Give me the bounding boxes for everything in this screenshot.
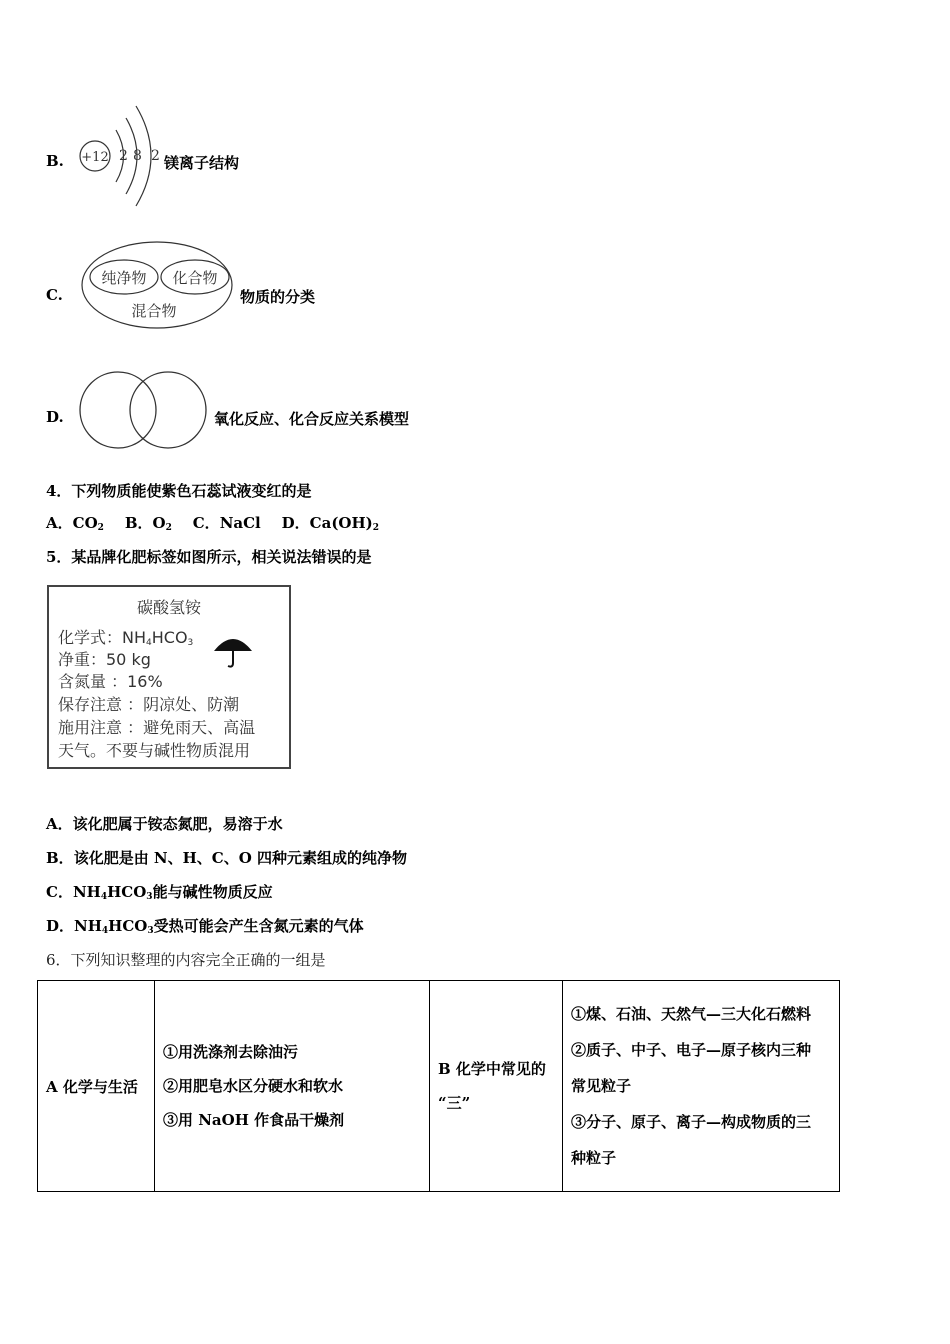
label-usage-2: 天气。不要与碱性物质混用 [58,741,251,760]
magnesium-ion-diagram [76,100,166,210]
b-item-1: ①煤、石油、天然气—三大化石燃料 [571,1005,812,1023]
label-title: 碳酸氢铵 [136,598,201,617]
shell-number-3: 2 [151,148,160,164]
b-item-3-cont: 种粒子 [571,1149,617,1167]
cell-b-title [430,981,563,1192]
inner-right-label: 化合物 [172,269,218,287]
a-item-1: ①用洗涤剂去除油污 [163,1043,299,1061]
matter-classification-diagram [80,240,235,330]
question-4-stem: 4．下列物质能使紫色石蕊试液变红的是 [46,482,312,500]
label-weight: 净重：50 kg [58,650,151,669]
option-d-caption: 氧化反应、化合反应关系模型 [214,410,410,428]
label-storage: 保存注意 ：阴凉处、防潮 [58,695,240,714]
umbrella-icon [212,633,254,669]
option-c-caption: 物质的分类 [240,288,316,306]
a-item-2: ②用肥皂水区分硬水和软水 [163,1077,344,1095]
q4-choice-a: A．$CO_2$ [46,514,104,533]
knowledge-table [37,980,840,1192]
circle-right [130,372,206,448]
option-b-caption: 镁离子结构 [164,154,240,172]
q5-option-d: D．$NH_4HCO_3$受热可能会产生含氮元素的气体 [46,917,364,936]
question-4-choices [46,512,379,533]
cell-a-items [155,981,430,1192]
b-item-3: ③分子、原子、离子—构成物质的三 [571,1113,812,1131]
b-title-line-1: B 化学中常见的 [438,1060,546,1078]
label-formula: 化学式：$NH_4HCO_3$ [58,628,194,648]
option-b-letter: B. [46,152,64,170]
q5-option-a: A．该化肥属于铵态氮肥，易溶于水 [46,815,283,833]
inner-left-label: 纯净物 [101,269,147,287]
label-usage-1: 施用注意 ：避免雨天、高温 [58,718,256,737]
q5-option-b: B．该化肥是由 N、H、C、O 四种元素组成的纯净物 [46,849,408,867]
cell-b-items [563,981,840,1192]
q5-option-c: C．$NH_4HCO_3$能与碱性物质反应 [46,883,273,902]
option-c-letter: C. [46,286,63,304]
fertilizer-label [47,585,291,769]
q4-choice-d: D．$Ca(OH)_2$ [281,514,380,533]
table-row [38,981,840,1192]
shell-number-2: 8 [133,148,142,164]
circle-left [80,372,156,448]
b-item-2-cont: 常见粒子 [571,1077,632,1095]
shell-number-1: 2 [119,148,128,164]
option-d-letter: D. [46,408,64,426]
question-5-stem: 5．某品牌化肥标签如图所示，相关说法错误的是 [46,548,372,566]
b-item-2: ②质子、中子、电子—原子核内三种 [571,1041,812,1059]
q4-choice-b: B．$O_2$ [124,514,172,533]
question-6-stem: 6．下列知识整理的内容完全正确的一组是 [46,951,326,969]
label-nitrogen: 含氮量 ：16% [58,672,163,691]
nucleus-charge: +12 [81,150,109,165]
q4-choice-c: C．NaCl [192,514,261,532]
outer-label: 混合物 [131,302,177,320]
b-title-line-2: “三” [438,1094,471,1112]
reaction-relationship-diagram [76,368,211,452]
cell-a-title: A 化学与生活 [38,981,155,1192]
a-item-3: ③用 NaOH 作食品干燥剂 [163,1111,345,1129]
